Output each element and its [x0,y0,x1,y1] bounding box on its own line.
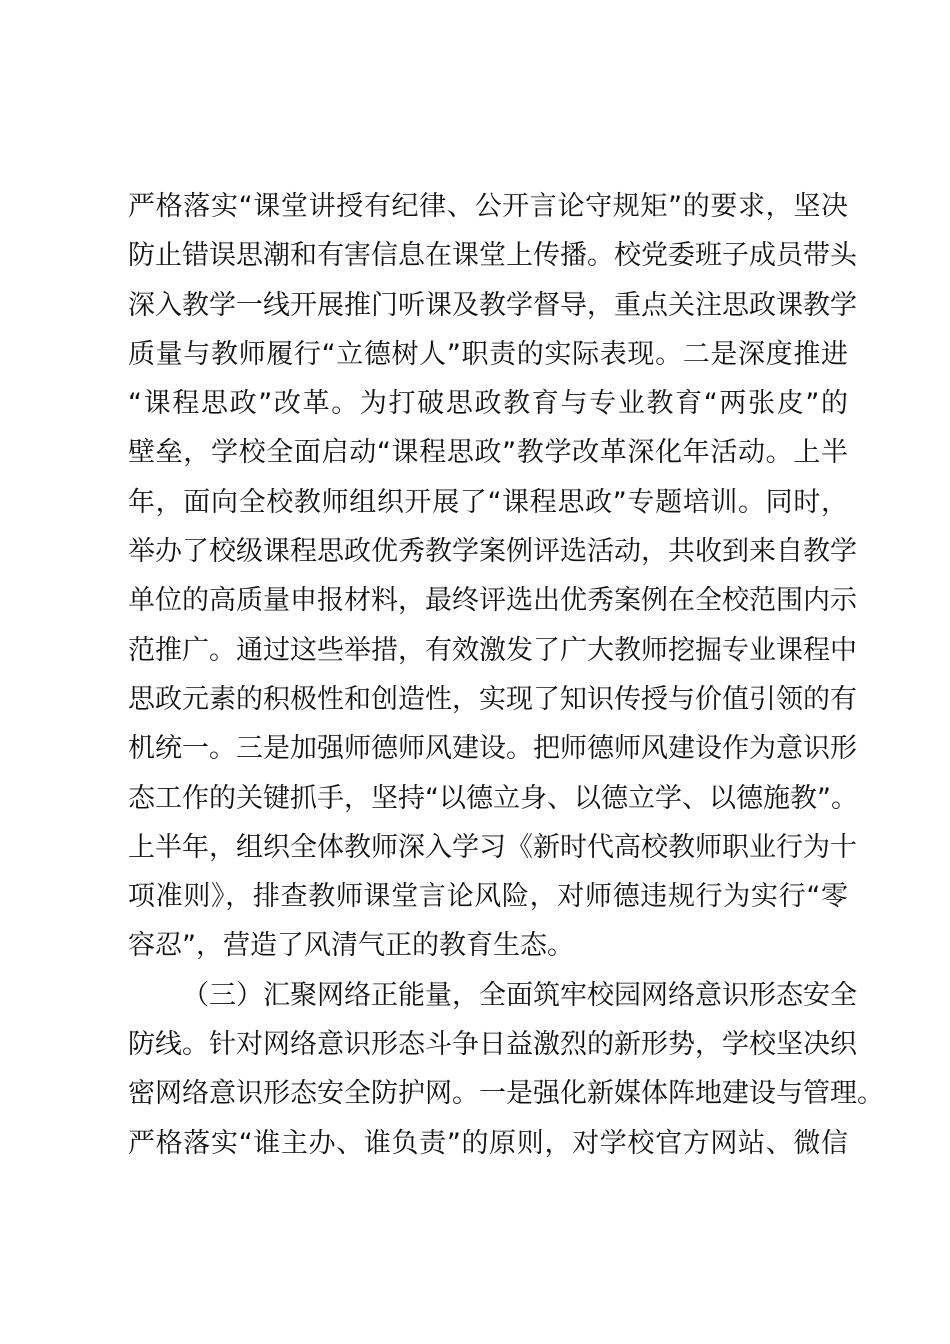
body-text [128,182,884,1168]
text-line: 单位的高质量申报材料，最终评选出优秀案例在全校范围内示 [128,585,857,617]
text-line: 举办了校级课程思政优秀教学案例评选活动，共收到来自教学 [128,536,857,568]
text-line: 项准则》，排查教师课堂言论风险，对师德违规行为实行“零 [128,881,848,913]
text-line: 年，面向全校教师组织开展了“课程思政”专题培训。同时， [128,486,848,518]
text-line: 防线。针对网络意识形态斗争日益激烈的新形势，学校坚决织 [128,1029,857,1061]
paragraph-1 [128,182,858,971]
text-line: 容忍”，营造了风清气正的教育生态。 [128,930,574,962]
text-line: 严格落实“课堂讲授有纪律、公开言论守规矩”的要求，坚决 [128,191,848,222]
text-line: “课程思政”改革。为打破思政教育与专业教育“两张皮”的 [128,388,848,420]
text-line: 严格落实“谁主办、谁负责”的原则，对学校官方网站、微信 [128,1127,848,1159]
text-line: 密网络意识形态安全防护网。一是强化新媒体阵地建设与管理。 [128,1078,884,1110]
text-line: 上半年，组织全体教师深入学习《新时代高校教师职业行为十 [128,831,857,863]
text-line: （三）汇聚网络正能量，全面筑牢校园网络意识形态安全 [182,979,857,1011]
text-line: 深入教学一线开展推门听课及教学督导，重点关注思政课教学 [128,289,857,321]
text-line: 范推广。通过这些举措，有效激发了广大教师挖掘专业课程中 [128,634,857,666]
paragraph-2 [128,971,884,1168]
text-line: 防止错误思潮和有害信息在课堂上传播。校党委班子成员带头 [128,240,857,272]
text-line: 壁垒，学校全面启动“课程思政”教学改革深化年活动。上半 [128,437,848,469]
text-line: 机统一。三是加强师德师风建设。把师德师风建设作为意识形 [128,733,857,765]
text-line: 态工作的关键抓手，坚持“以德立身、以德立学、以德施教”。 [128,782,858,814]
text-line: 质量与教师履行“立德树人”职责的实际表现。二是深度推进 [128,338,848,370]
text-line: 思政元素的积极性和创造性，实现了知识传授与价值引领的有 [128,683,857,715]
